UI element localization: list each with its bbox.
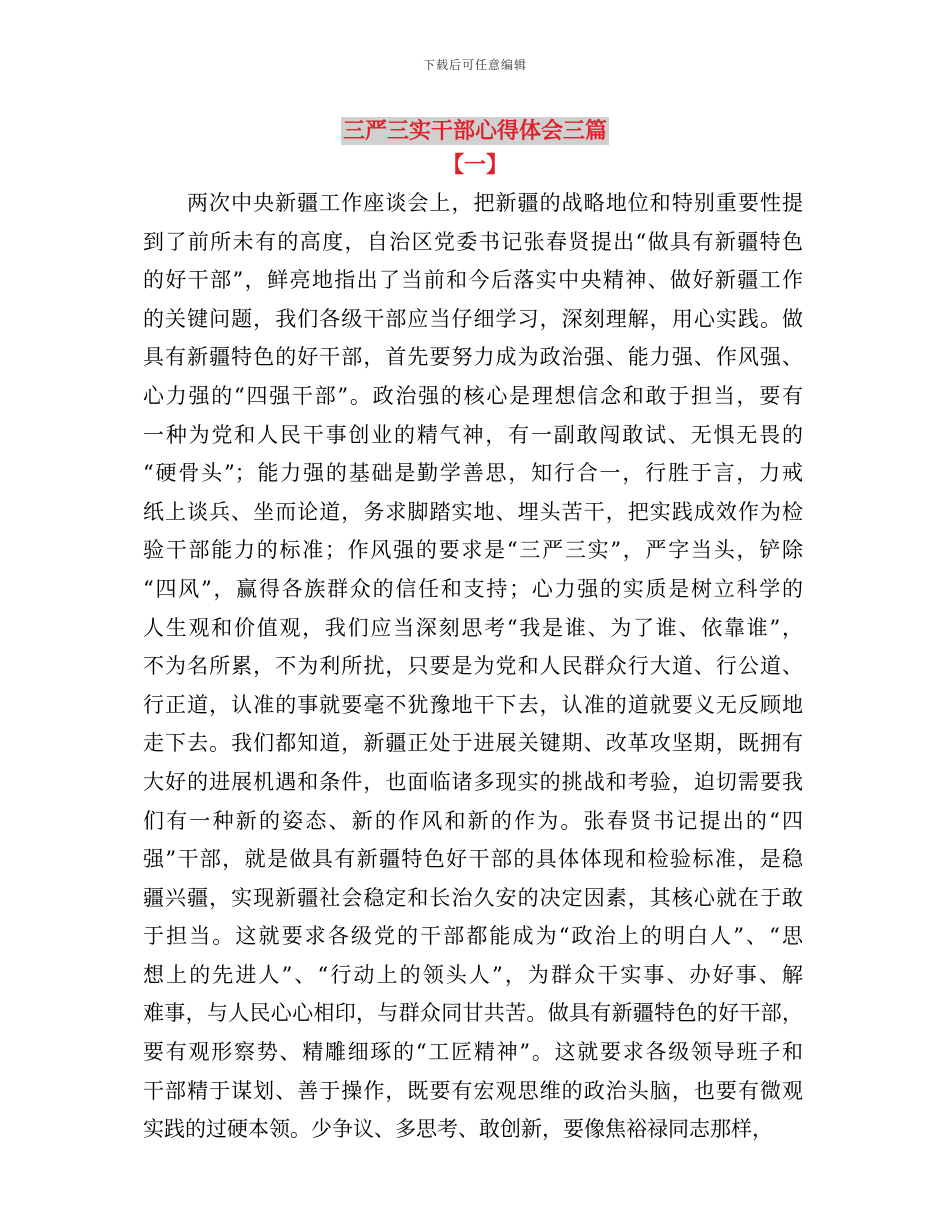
paragraph-line: 具有新疆特色的好干部，首先要努力成为政治强、能力强、作风强、 [143, 345, 803, 370]
paragraph-line: 一种为党和人民干事创业的精气神，有一副敢闯敢试、无惧无畏的 [143, 422, 803, 447]
paragraph-line: 的关键问题，我们各级干部应当仔细学习，深刻理解，用心实践。做 [143, 306, 803, 331]
paragraph-line: 疆兴疆，实现新疆社会稳定和长治久安的决定因素，其核心就在于敢 [143, 885, 803, 910]
paragraph-line: 难事，与人民心心相印，与群众同甘共苦。做具有新疆特色的好干部， [143, 1001, 803, 1026]
paragraph-line: 验干部能力的标准；作风强的要求是“三严三实”，严字当头，铲除 [143, 538, 803, 563]
paragraph-line: 不为名所累，不为利所扰，只要是为党和人民群众行大道、行公道、 [143, 654, 803, 679]
paragraph-line: 的好干部”，鲜亮地指出了当前和今后落实中央精神、做好新疆工作 [143, 268, 803, 293]
document-title [0, 116, 950, 146]
paragraph-line: 实践的过硬本领。少争议、多思考、敢创新，要像焦裕禄同志那样， [143, 1117, 773, 1142]
paragraph-line: 要有观形察势、精雕细琢的“工匠精神”。这就要求各级领导班子和 [143, 1040, 803, 1065]
paragraph-line: 心力强的“四强干部”。政治强的核心是理想信念和敢于担当，要有 [143, 383, 803, 408]
paragraph-line: 人生观和价值观，我们应当深刻思考“我是谁、为了谁、依靠谁”， [143, 615, 803, 640]
paragraph-line: 们有一种新的姿态、新的作风和新的作为。张春贤书记提出的“四 [143, 808, 803, 833]
paragraph-line: “四风”，赢得各族群众的信任和支持；心力强的实质是树立科学的 [143, 576, 803, 601]
paragraph-line: 纸上谈兵、坐而论道，务求脚踏实地、埋头苦干，把实践成效作为检 [143, 499, 803, 524]
paragraph-line: 强”干部，就是做具有新疆特色好干部的具体体现和检验标准，是稳 [143, 847, 803, 872]
paragraph-line: 干部精于谋划、善于操作，既要有宏观思维的政治头脑，也要有微观 [143, 1078, 803, 1103]
paragraph-line: 大好的进展机遇和条件，也面临诸多现实的挑战和考验，迫切需要我 [143, 769, 803, 794]
paragraph-line: 想上的先进人”、“行动上的领头人”，为群众干实事、办好事、解 [143, 962, 803, 987]
paragraph-line: 两次中央新疆工作座谈会上，把新疆的战略地位和特别重要性提 [187, 191, 803, 215]
paragraph-line: 行正道，认准的事就要毫不犹豫地干下去，认准的道就要义无反顾地 [143, 692, 803, 717]
section-marker: 【一】 [441, 152, 508, 178]
body-paragraph [143, 184, 803, 1149]
paragraph-line: 于担当。这就要求各级党的干部都能成为“政治上的明白人”、“思 [143, 924, 803, 949]
document-title-text: 三严三实干部心得体会三篇 [342, 118, 607, 144]
paragraph-line: 走下去。我们都知道，新疆正处于进展关键期、改革攻坚期，既拥有 [143, 731, 803, 756]
paragraph-line: “硬骨头”；能力强的基础是勤学善思，知行合一，行胜于言，力戒 [143, 461, 803, 486]
paragraph-line: 到了前所未有的高度，自治区党委书记张春贤提出“做具有新疆特色 [143, 229, 803, 254]
header-note: 下载后可任意编辑 [422, 58, 527, 72]
